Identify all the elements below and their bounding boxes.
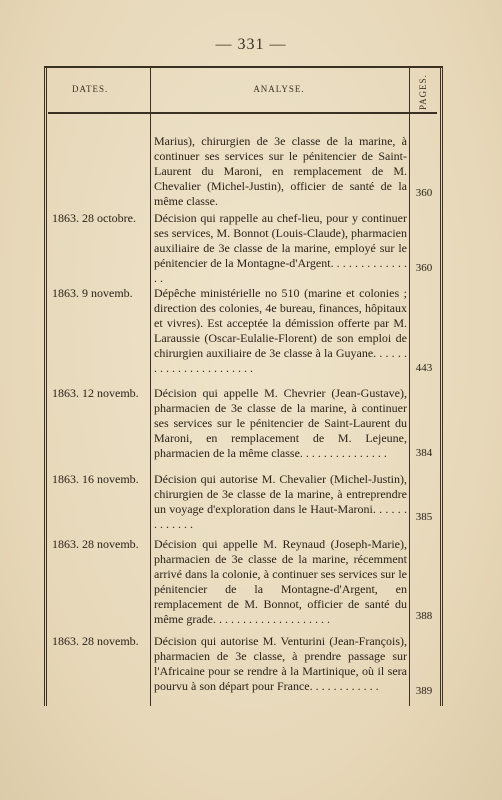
entry-date: 1863. 16 novemb. (52, 472, 139, 486)
entry-page: 384 (415, 447, 433, 459)
entry-text: Dépêche ministérielle no 510 (marine et colonies ; direction des colonies, 4e bureau, finances, hôpitaux et vivres). Est acceptée la démission offerte par M. Laraussie (Oscar-Eulalie-Florent) de son emploi de chirurgien auxiliaire de 3e classe à la Guyane. . . . . . . . . . . . . . . . . . . . . . . (154, 286, 407, 375)
entry-date: 1863. 28 novemb. (52, 634, 139, 648)
entry-date: 1863. 28 octobre. (52, 211, 136, 225)
header-analyse: ANALYSE. (253, 84, 305, 94)
column-divider-dates (150, 66, 151, 706)
entry-text: Décision qui autorise M. Venturini (Jean-François), pharmacien de 3e classe, à prendre passage sur l'Africaine pour se rendre à la Martinique, où il sera pourvu à son départ pour France. . . . . . . . . . . . (154, 634, 407, 693)
entry-page: 360 (415, 262, 433, 274)
column-divider-pages (409, 66, 410, 706)
entry-page: 385 (415, 511, 433, 523)
entry-text: Décision qui appelle M. Chevrier (Jean-Gustave), pharmacien de 3e classe de la marine, à continuer ses services sur le pénitencier de Saint-Laurent du Maroni, en remplacement de M. Lejeune, pharmacien de la même classe. . . . . . . . . . . . . . . (154, 386, 407, 460)
page-number: — 331 — (215, 36, 287, 53)
entry-page: 388 (415, 610, 433, 622)
entry-text: Décision qui rappelle au chef-lieu, pour y continuer ses services, M. Bonnot (Louis-Claude), pharmacien auxiliaire de 3e classe de la marine, employé sur le pénitencier de la Montagne-d'Argent. . . . . . . . . . . . . . . (154, 211, 407, 285)
entry-page: 389 (415, 685, 433, 697)
entry-text: Décision qui autorise M. Chevalier (Michel-Justin), chirurgien de 3e classe de la marine, à entreprendre un voyage d'exploration dans le Haut-Maroni. . . . . . . . . . . . . (154, 472, 407, 531)
entry-page: 360 (415, 187, 433, 199)
entry-text: Décision qui appelle M. Reynaud (Joseph-Marie), pharmacien de 3e classe de la marine, récemment arrivé dans la colonie, à continuer ses services sur le pénitencier de la Montagne-d'Argent, en remplacement de M. Bonnot, officier de santé du même grade. . . . . . . . . . . . . . . . . . . . (154, 537, 407, 626)
header-dates: DATES. (72, 84, 109, 94)
header-pages: PAGES. (418, 74, 428, 110)
entry-page: 443 (415, 362, 433, 374)
entry-date: 1863. 12 novemb. (52, 386, 139, 400)
entry-date: 1863. 28 novemb. (52, 537, 139, 551)
entry-text: Marius), chirurgien de 3e classe de la marine, à continuer ses services sur le pénitencier de Saint-Laurent du Maroni, en remplacement de M. Chevalier (Michel-Justin), officier de santé de la même classe. (154, 134, 407, 208)
entry-date: 1863. 9 novemb. (52, 286, 133, 300)
header-rule (48, 112, 437, 114)
